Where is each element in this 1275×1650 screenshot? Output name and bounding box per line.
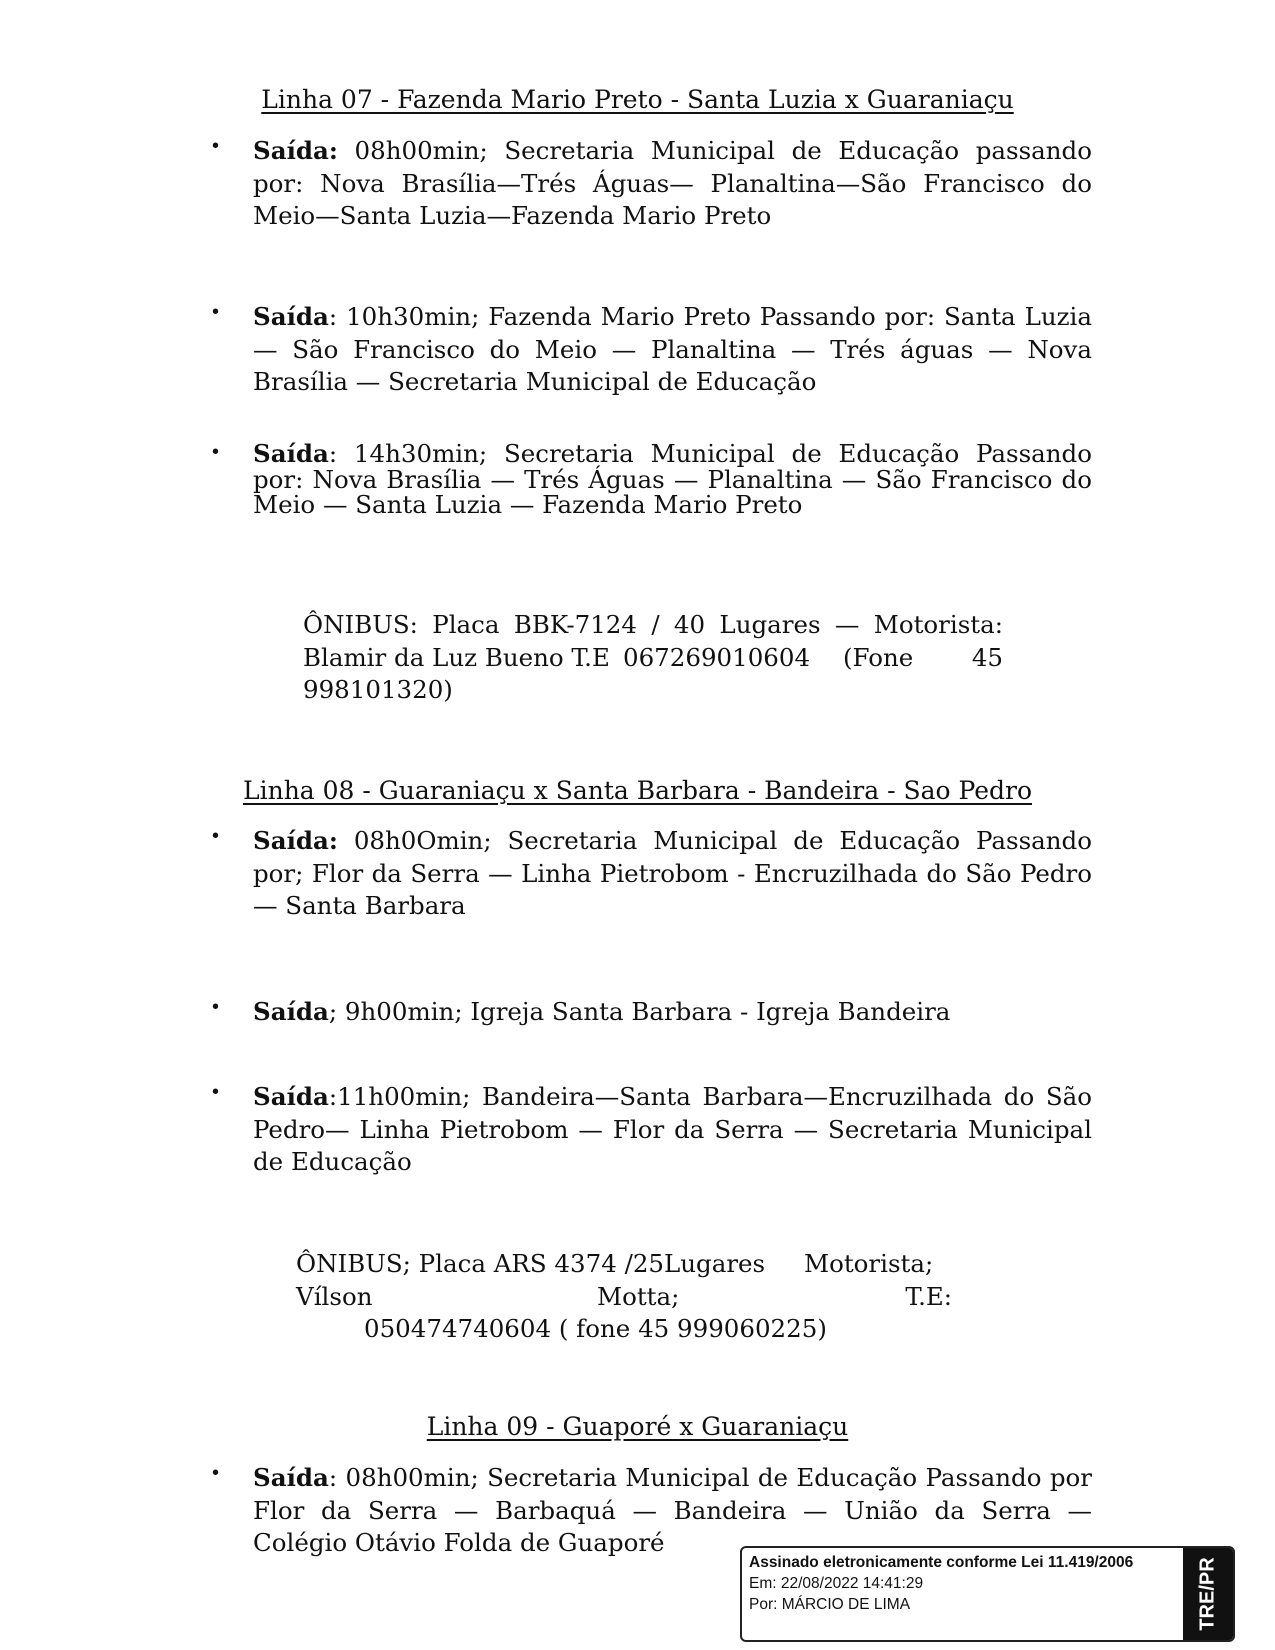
bullet: • bbox=[212, 1081, 220, 1103]
list-item bbox=[212, 301, 1092, 399]
list-item bbox=[212, 825, 1092, 923]
item-label: Saída: bbox=[253, 826, 338, 855]
bus-te-label: T.E: bbox=[905, 1281, 952, 1311]
bus-line bbox=[296, 1281, 956, 1314]
item-body: : 10h30min; Fazenda Mario Preto Passando por: Santa Luzia — São Francisco do Meio — Planaltina — Trés águas — Nova Brasília — Secretaria Municipal de Educação bbox=[253, 302, 1092, 396]
stamp-tab bbox=[1183, 1548, 1233, 1640]
bullet: • bbox=[212, 825, 220, 847]
item-label: Saída bbox=[253, 302, 329, 331]
signature-stamp bbox=[740, 1546, 1235, 1642]
bus-phone-ddd: 45 bbox=[971, 642, 1003, 672]
bus-line bbox=[296, 1248, 956, 1281]
list-item bbox=[212, 1462, 1092, 1560]
stamp-title: Assinado eletronicamente conforme Lei 11.419/2006 bbox=[749, 1554, 1134, 1571]
stamp-tab-label: TRE/PR bbox=[1196, 1557, 1219, 1631]
bus-info bbox=[296, 1248, 956, 1348]
bus-te: 067269010604 bbox=[623, 642, 811, 672]
item-body: :11h00min; Bandeira—Santa Barbara—Encruzilhada do São Pedro— Linha Pietrobom — Flor da Serra — Secretaria Municipal de Educação bbox=[253, 1082, 1092, 1176]
bus-info bbox=[303, 609, 1003, 707]
item-label: Saída bbox=[253, 1082, 329, 1111]
bus-line bbox=[303, 642, 1003, 675]
bullet: • bbox=[212, 135, 220, 157]
bullet: • bbox=[212, 996, 220, 1018]
linha-08-title: Linha 08 - Guaraniaçu x Santa Barbara - Bandeira - Sao Pedro bbox=[243, 776, 1032, 805]
stamp-date: Em: 22/08/2022 14:41:29 bbox=[749, 1575, 924, 1592]
item-text bbox=[253, 1462, 1092, 1560]
item-text bbox=[253, 1081, 1092, 1179]
item-text bbox=[253, 135, 1092, 233]
item-body: : 08h00min; Secretaria Municipal de Educação Passando por Flor da Serra — Barbaquá — Bandeira — União da Serra — Colégio Otávio Folda de Guaporé bbox=[253, 1463, 1092, 1557]
item-label: Saída bbox=[253, 997, 329, 1026]
bus-driver-surname: Motta; bbox=[597, 1281, 680, 1311]
list-item bbox=[212, 441, 1092, 518]
linha-09-title: Linha 09 - Guaporé x Guaraniaçu bbox=[426, 1412, 849, 1441]
bus-driver: Vílson bbox=[296, 1281, 373, 1311]
item-body: 08h00min; Secretaria Municipal de Educação passando por: Nova Brasília—Trés Águas— Planaltina—São Francisco do Meio—Santa Luzia—Fazenda Mario Preto bbox=[253, 136, 1092, 230]
item-body: ; 9h00min; Igreja Santa Barbara - Igreja Bandeira bbox=[328, 997, 951, 1026]
bus-phone-label: (Fone bbox=[843, 642, 914, 672]
stamp-text bbox=[749, 1552, 1133, 1615]
item-label: Saída: bbox=[253, 136, 338, 165]
stamp-signer: Por: MÁRCIO DE LIMA bbox=[749, 1596, 911, 1613]
bus-line: 050474740604 ( fone 45 999060225) bbox=[364, 1314, 827, 1343]
list-item bbox=[212, 996, 1092, 1029]
item-body: : 14h30min; Secretaria Municipal de Educação Passando por: Nova Brasília — Trés Águas — Planaltina — São Francisco do Meio — Santa Luzia — Fazenda Mario Preto bbox=[253, 439, 1092, 519]
linha-07-title: Linha 07 - Fazenda Mario Preto - Santa Luzia x Guaraniaçu bbox=[261, 85, 1014, 114]
bullet: • bbox=[212, 441, 220, 463]
list-item bbox=[212, 135, 1092, 233]
bullet: • bbox=[212, 1462, 220, 1484]
item-text bbox=[253, 441, 1092, 518]
bullet: • bbox=[212, 301, 220, 323]
bus-plate: ÔNIBUS; Placa ARS 4374 /25Lugares bbox=[296, 1249, 766, 1278]
item-text bbox=[253, 996, 1092, 1029]
bus-line: ÔNIBUS: Placa BBK-7124 / 40 Lugares — Motorista: bbox=[303, 610, 1003, 639]
bus-driver-label: Motorista; bbox=[804, 1249, 934, 1278]
item-label: Saída bbox=[253, 439, 329, 468]
item-label: Saída bbox=[253, 1463, 329, 1492]
bus-driver: Blamir da Luz Bueno T.E bbox=[303, 642, 610, 672]
list-item bbox=[212, 1081, 1092, 1179]
bus-line: 998101320) bbox=[303, 675, 453, 704]
item-text bbox=[253, 301, 1092, 399]
item-text bbox=[253, 825, 1092, 923]
item-body: 08h0Omin; Secretaria Municipal de Educação Passando por; Flor da Serra — Linha Pietrobom - Encruzilhada do São Pedro — Santa Barbara bbox=[253, 826, 1092, 920]
